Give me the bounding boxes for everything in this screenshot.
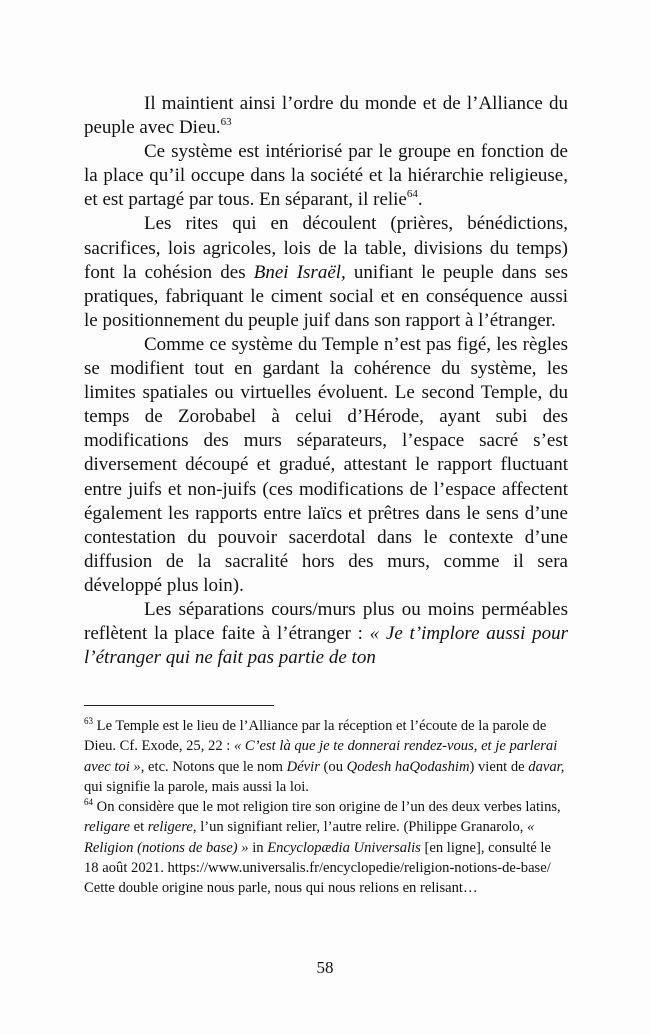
footnote-63	[84, 716, 568, 797]
footnote-64-t3: , l’un signifiant relier, l’autre relire. (Philippe Granarolo,	[192, 819, 528, 836]
paragraph-3-before: Les rites qui en découlent (prières, bénédictions, sacrifices, lois agricoles, lois de la table, divisions du temps) font la cohésion des	[84, 213, 568, 283]
footnote-separator	[84, 705, 274, 706]
footnote-64-i4: Encyclopædia Universalis	[267, 839, 421, 856]
paragraph-5	[84, 598, 568, 670]
paragraph-3-italic: Bnei Israël,	[253, 261, 346, 283]
paragraph-2-end: .	[417, 189, 423, 211]
footnote-64-t5: [en ligne], consulté le 18 août 2021. https://www.universalis.fr/encyclopedie/religion-notions-de-base/ Cette double origine nous parle, nous qui nous relions en relisant…	[84, 839, 551, 897]
footnote-63-t2: etc. Notons que le nom	[144, 758, 287, 775]
footnote-ref-64[interactable]: 64	[406, 188, 418, 201]
paragraph-3	[84, 212, 568, 332]
footnote-64	[84, 797, 568, 898]
paragraph-4	[84, 333, 568, 598]
footnote-ref-63[interactable]: 63	[220, 116, 232, 129]
paragraph-1	[84, 92, 568, 140]
paragraph-1-text: Il maintient ainsi l’ordre du monde et de l’Alliance du peuple avec Dieu.	[84, 93, 568, 139]
footnote-64-i3: « Religion (notions de base) »	[84, 819, 535, 856]
footnote-63-t1: Le Temple est le lieu de l’Alliance par la réception et l’écoute de la parole de Dieu. Cf. Exode, 25, 22 :	[84, 718, 547, 755]
footnote-64-t2: et	[129, 819, 148, 836]
footnote-64-i1: religare	[84, 819, 130, 836]
footnote-63-t5: qui signifie la parole, mais aussi la loi.	[84, 778, 309, 795]
footnote-63-t4: ) vient de	[469, 758, 529, 775]
paragraph-4-text: Comme ce système du Temple n’est pas figé, les règles se modifient tout en gardant la cohérence du système, les limites spatiales ou virtuelles évoluent. Le second Temple, du temps de Zorobabel à celui d’Hérode, ayant subi des modifications des murs séparateurs, l’espace sacré s’est diversement découpé et gradué, attestant le rapport fluctuant entre juifs et non-juifs (ces modifications de l’espace affectent également les rapports entre laïcs et prêtres dans le sens d’une contestation du pouvoir sacerdotal dans le contexte d’une diffusion de la sacralité hors des murs, comme il sera développé plus loin).	[84, 333, 568, 596]
main-text	[84, 92, 568, 670]
footnote-64-t1: On considère que le mot religion tire son origine de l’un des deux verbes latins,	[93, 799, 561, 816]
footnote-64-t4: in	[248, 839, 268, 856]
paragraph-5-before: Les séparations cours/murs plus ou moins perméables reflètent la place faite à l’étranger :	[84, 598, 568, 645]
footnote-63-number: 63	[84, 716, 93, 726]
footnotes	[84, 716, 568, 899]
footnote-63-i3: Qodesh haQodashim	[346, 758, 470, 775]
footnote-63-t3: (ou	[319, 758, 347, 775]
paragraph-2	[84, 140, 568, 212]
footnote-64-number: 64	[84, 797, 93, 808]
paragraph-2-text: Ce système est intériorisé par le groupe en fonction de la place qu’il occupe dans la société et la hiérarchie religieuse, et est partagé par tous. En séparant, il relie	[84, 141, 568, 211]
footnote-63-i4: davar,	[528, 758, 565, 775]
footnote-63-i1: « C’est là que je te donnerai rendez-vous, et je parlerai avec toi »,	[84, 738, 558, 775]
footnote-63-i2: Dévir	[286, 758, 320, 775]
paragraph-3-after: unifiant le peuple dans ses pratiques, fabriquant le ciment social et en conséquence aussi le positionnement du peuple juif dans son rapport à l’étranger.	[84, 261, 568, 331]
page-number: 58	[316, 958, 334, 977]
footnote-64-i2: religere	[147, 819, 193, 836]
paragraph-5-italic: « Je t’implore aussi pour l’étranger qui ne fait pas partie de ton	[84, 623, 568, 669]
